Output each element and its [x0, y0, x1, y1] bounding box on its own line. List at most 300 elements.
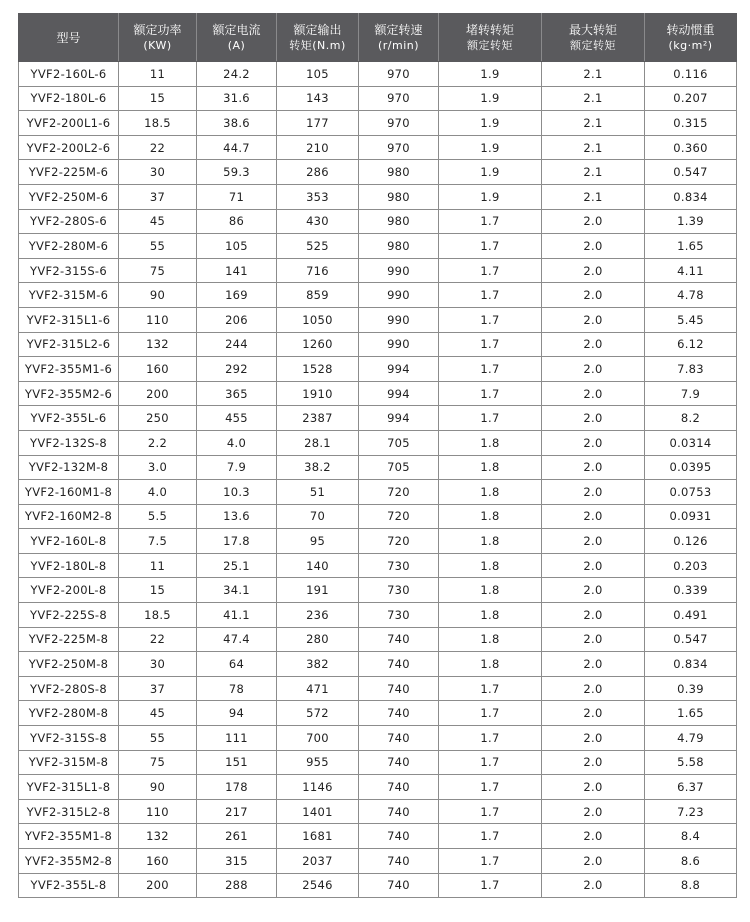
cell-rated-torque: 2037: [277, 849, 359, 874]
cell-rated-speed: 994: [359, 357, 439, 382]
cell-rated-speed: 740: [359, 824, 439, 849]
cell-rated-torque: 2546: [277, 873, 359, 898]
cell-model: YVF2-315S-6: [19, 258, 119, 283]
cell-rated-current: 34.1: [197, 578, 277, 603]
table-row: [19, 529, 737, 554]
cell-moment-of-inertia: 6.12: [645, 332, 737, 357]
cell-locked-rotor-torque-ratio: 1.7: [439, 234, 542, 259]
cell-moment-of-inertia: 8.8: [645, 873, 737, 898]
cell-rated-current: 111: [197, 726, 277, 751]
cell-moment-of-inertia: 0.547: [645, 627, 737, 652]
cell-max-torque-ratio: 2.1: [542, 135, 645, 160]
cell-rated-current: 7.9: [197, 455, 277, 480]
cell-model: YVF2-132M-8: [19, 455, 119, 480]
cell-rated-speed: 720: [359, 529, 439, 554]
cell-model: YVF2-315L1-8: [19, 775, 119, 800]
cell-model: YVF2-160L-6: [19, 62, 119, 87]
cell-max-torque-ratio: 2.0: [542, 824, 645, 849]
cell-rated-torque: 430: [277, 209, 359, 234]
cell-model: YVF2-315L2-6: [19, 332, 119, 357]
cell-locked-rotor-torque-ratio: 1.7: [439, 676, 542, 701]
table-row: [19, 750, 737, 775]
cell-rated-current: 141: [197, 258, 277, 283]
cell-max-torque-ratio: 2.0: [542, 258, 645, 283]
table-row: [19, 135, 737, 160]
cell-rated-current: 71: [197, 184, 277, 209]
cell-rated-speed: 740: [359, 726, 439, 751]
cell-rated-torque: 51: [277, 480, 359, 505]
cell-rated-torque: 471: [277, 676, 359, 701]
cell-locked-rotor-torque-ratio: 1.7: [439, 701, 542, 726]
cell-rated-current: 178: [197, 775, 277, 800]
cell-locked-rotor-torque-ratio: 1.9: [439, 184, 542, 209]
cell-max-torque-ratio: 2.0: [542, 750, 645, 775]
cell-rated-power: 11: [119, 553, 197, 578]
cell-locked-rotor-torque-ratio: 1.8: [439, 430, 542, 455]
table-row: [19, 332, 737, 357]
cell-max-torque-ratio: 2.0: [542, 529, 645, 554]
cell-rated-torque: 525: [277, 234, 359, 259]
cell-moment-of-inertia: 8.2: [645, 406, 737, 431]
cell-locked-rotor-torque-ratio: 1.8: [439, 455, 542, 480]
table-row: [19, 455, 737, 480]
cell-rated-speed: 730: [359, 603, 439, 628]
cell-rated-speed: 730: [359, 553, 439, 578]
cell-rated-power: 45: [119, 209, 197, 234]
table-row: [19, 258, 737, 283]
cell-rated-current: 455: [197, 406, 277, 431]
cell-moment-of-inertia: 8.4: [645, 824, 737, 849]
table-row: [19, 234, 737, 259]
cell-model: YVF2-315M-8: [19, 750, 119, 775]
table-row: [19, 849, 737, 874]
cell-max-torque-ratio: 2.0: [542, 455, 645, 480]
cell-locked-rotor-torque-ratio: 1.8: [439, 553, 542, 578]
cell-rated-torque: 70: [277, 504, 359, 529]
cell-rated-power: 37: [119, 184, 197, 209]
cell-rated-speed: 980: [359, 209, 439, 234]
table-row: [19, 652, 737, 677]
cell-moment-of-inertia: 0.360: [645, 135, 737, 160]
cell-rated-torque: 382: [277, 652, 359, 677]
cell-rated-speed: 970: [359, 62, 439, 87]
cell-rated-power: 160: [119, 357, 197, 382]
cell-rated-speed: 740: [359, 873, 439, 898]
cell-max-torque-ratio: 2.0: [542, 676, 645, 701]
cell-rated-current: 78: [197, 676, 277, 701]
cell-locked-rotor-torque-ratio: 1.9: [439, 111, 542, 136]
cell-rated-power: 22: [119, 135, 197, 160]
cell-rated-current: 41.1: [197, 603, 277, 628]
cell-model: YVF2-355M1-8: [19, 824, 119, 849]
cell-model: YVF2-200L2-6: [19, 135, 119, 160]
cell-moment-of-inertia: 5.45: [645, 307, 737, 332]
table-row: [19, 160, 737, 185]
header-model: 型号: [19, 14, 119, 62]
table-row: [19, 627, 737, 652]
cell-rated-speed: 740: [359, 652, 439, 677]
cell-rated-speed: 740: [359, 849, 439, 874]
cell-rated-speed: 705: [359, 455, 439, 480]
cell-model: YVF2-160L-8: [19, 529, 119, 554]
cell-rated-speed: 990: [359, 283, 439, 308]
cell-rated-torque: 95: [277, 529, 359, 554]
cell-rated-speed: 980: [359, 184, 439, 209]
cell-locked-rotor-torque-ratio: 1.7: [439, 406, 542, 431]
cell-rated-power: 55: [119, 726, 197, 751]
cell-model: YVF2-280S-6: [19, 209, 119, 234]
cell-max-torque-ratio: 2.0: [542, 652, 645, 677]
table-row: [19, 799, 737, 824]
cell-moment-of-inertia: 4.11: [645, 258, 737, 283]
cell-rated-current: 25.1: [197, 553, 277, 578]
cell-rated-current: 38.6: [197, 111, 277, 136]
cell-rated-power: 110: [119, 799, 197, 824]
cell-rated-speed: 705: [359, 430, 439, 455]
cell-rated-current: 10.3: [197, 480, 277, 505]
cell-rated-current: 44.7: [197, 135, 277, 160]
cell-rated-power: 132: [119, 332, 197, 357]
cell-moment-of-inertia: 0.339: [645, 578, 737, 603]
cell-moment-of-inertia: 1.39: [645, 209, 737, 234]
cell-moment-of-inertia: 0.834: [645, 652, 737, 677]
cell-rated-speed: 740: [359, 775, 439, 800]
cell-moment-of-inertia: 0.834: [645, 184, 737, 209]
cell-rated-torque: 1528: [277, 357, 359, 382]
cell-model: YVF2-200L1-6: [19, 111, 119, 136]
cell-rated-current: 17.8: [197, 529, 277, 554]
cell-max-torque-ratio: 2.0: [542, 504, 645, 529]
cell-rated-speed: 980: [359, 234, 439, 259]
table-row: [19, 430, 737, 455]
cell-rated-speed: 994: [359, 406, 439, 431]
cell-model: YVF2-280M-8: [19, 701, 119, 726]
cell-rated-power: 11: [119, 62, 197, 87]
cell-moment-of-inertia: 7.9: [645, 381, 737, 406]
cell-rated-torque: 2387: [277, 406, 359, 431]
cell-model: YVF2-355M1-6: [19, 357, 119, 382]
cell-rated-torque: 140: [277, 553, 359, 578]
cell-rated-torque: 700: [277, 726, 359, 751]
cell-rated-speed: 990: [359, 258, 439, 283]
cell-rated-torque: 572: [277, 701, 359, 726]
cell-max-torque-ratio: 2.1: [542, 160, 645, 185]
motor-spec-table-container: [18, 13, 736, 898]
table-row: [19, 775, 737, 800]
cell-moment-of-inertia: 0.126: [645, 529, 737, 554]
table-row: [19, 381, 737, 406]
cell-locked-rotor-torque-ratio: 1.8: [439, 578, 542, 603]
cell-moment-of-inertia: 0.203: [645, 553, 737, 578]
table-row: [19, 357, 737, 382]
cell-rated-speed: 970: [359, 111, 439, 136]
table-body: [19, 62, 737, 898]
cell-locked-rotor-torque-ratio: 1.7: [439, 775, 542, 800]
table-row: [19, 62, 737, 87]
cell-rated-power: 200: [119, 873, 197, 898]
cell-rated-power: 18.5: [119, 111, 197, 136]
cell-rated-speed: 740: [359, 750, 439, 775]
cell-rated-power: 132: [119, 824, 197, 849]
table-row: [19, 701, 737, 726]
cell-max-torque-ratio: 2.0: [542, 553, 645, 578]
cell-rated-torque: 105: [277, 62, 359, 87]
cell-rated-current: 365: [197, 381, 277, 406]
cell-rated-power: 250: [119, 406, 197, 431]
cell-rated-current: 31.6: [197, 86, 277, 111]
cell-locked-rotor-torque-ratio: 1.7: [439, 209, 542, 234]
cell-rated-speed: 740: [359, 799, 439, 824]
cell-locked-rotor-torque-ratio: 1.8: [439, 652, 542, 677]
cell-moment-of-inertia: 4.79: [645, 726, 737, 751]
cell-moment-of-inertia: 0.0314: [645, 430, 737, 455]
cell-model: YVF2-315S-8: [19, 726, 119, 751]
cell-moment-of-inertia: 1.65: [645, 701, 737, 726]
table-row: [19, 824, 737, 849]
cell-model: YVF2-250M-6: [19, 184, 119, 209]
cell-rated-power: 15: [119, 86, 197, 111]
cell-rated-speed: 730: [359, 578, 439, 603]
table-header: [19, 14, 737, 62]
cell-rated-torque: 1401: [277, 799, 359, 824]
cell-rated-current: 169: [197, 283, 277, 308]
cell-model: YVF2-160M2-8: [19, 504, 119, 529]
cell-max-torque-ratio: 2.0: [542, 430, 645, 455]
table-row: [19, 86, 737, 111]
cell-rated-power: 30: [119, 652, 197, 677]
cell-locked-rotor-torque-ratio: 1.9: [439, 86, 542, 111]
cell-model: YVF2-355L-8: [19, 873, 119, 898]
motor-spec-table: [18, 13, 737, 898]
cell-moment-of-inertia: 8.6: [645, 849, 737, 874]
cell-locked-rotor-torque-ratio: 1.9: [439, 160, 542, 185]
cell-rated-torque: 191: [277, 578, 359, 603]
cell-max-torque-ratio: 2.0: [542, 406, 645, 431]
cell-rated-speed: 990: [359, 307, 439, 332]
cell-max-torque-ratio: 2.0: [542, 234, 645, 259]
cell-max-torque-ratio: 2.0: [542, 726, 645, 751]
header-rated-power: 额定功率 (KW): [119, 14, 197, 62]
cell-rated-power: 3.0: [119, 455, 197, 480]
cell-max-torque-ratio: 2.0: [542, 357, 645, 382]
cell-model: YVF2-200L-8: [19, 578, 119, 603]
cell-max-torque-ratio: 2.0: [542, 381, 645, 406]
cell-max-torque-ratio: 2.0: [542, 849, 645, 874]
cell-model: YVF2-280S-8: [19, 676, 119, 701]
cell-locked-rotor-torque-ratio: 1.9: [439, 62, 542, 87]
header-rated-torque: 额定输出 转矩(N.m): [277, 14, 359, 62]
cell-rated-current: 288: [197, 873, 277, 898]
cell-locked-rotor-torque-ratio: 1.7: [439, 307, 542, 332]
cell-rated-torque: 28.1: [277, 430, 359, 455]
table-row: [19, 726, 737, 751]
cell-max-torque-ratio: 2.0: [542, 701, 645, 726]
cell-model: YVF2-355M2-6: [19, 381, 119, 406]
cell-moment-of-inertia: 0.39: [645, 676, 737, 701]
cell-moment-of-inertia: 0.0753: [645, 480, 737, 505]
cell-rated-current: 94: [197, 701, 277, 726]
cell-rated-current: 261: [197, 824, 277, 849]
cell-max-torque-ratio: 2.1: [542, 184, 645, 209]
cell-rated-torque: 1681: [277, 824, 359, 849]
cell-moment-of-inertia: 1.65: [645, 234, 737, 259]
cell-rated-power: 160: [119, 849, 197, 874]
cell-rated-speed: 990: [359, 332, 439, 357]
cell-locked-rotor-torque-ratio: 1.7: [439, 283, 542, 308]
cell-locked-rotor-torque-ratio: 1.8: [439, 529, 542, 554]
header-rated-speed: 额定转速 (r/min): [359, 14, 439, 62]
cell-rated-speed: 740: [359, 701, 439, 726]
cell-locked-rotor-torque-ratio: 1.8: [439, 504, 542, 529]
cell-max-torque-ratio: 2.0: [542, 627, 645, 652]
cell-locked-rotor-torque-ratio: 1.7: [439, 824, 542, 849]
cell-max-torque-ratio: 2.0: [542, 332, 645, 357]
cell-moment-of-inertia: 4.78: [645, 283, 737, 308]
cell-rated-power: 110: [119, 307, 197, 332]
cell-rated-power: 75: [119, 750, 197, 775]
cell-locked-rotor-torque-ratio: 1.7: [439, 849, 542, 874]
cell-moment-of-inertia: 7.83: [645, 357, 737, 382]
table-row: [19, 209, 737, 234]
cell-model: YVF2-280M-6: [19, 234, 119, 259]
cell-rated-power: 55: [119, 234, 197, 259]
cell-moment-of-inertia: 0.116: [645, 62, 737, 87]
cell-rated-power: 15: [119, 578, 197, 603]
cell-locked-rotor-torque-ratio: 1.7: [439, 357, 542, 382]
cell-max-torque-ratio: 2.0: [542, 209, 645, 234]
cell-rated-torque: 1260: [277, 332, 359, 357]
cell-max-torque-ratio: 2.0: [542, 799, 645, 824]
table-row: [19, 578, 737, 603]
cell-rated-torque: 716: [277, 258, 359, 283]
cell-rated-torque: 38.2: [277, 455, 359, 480]
cell-locked-rotor-torque-ratio: 1.7: [439, 873, 542, 898]
cell-rated-torque: 286: [277, 160, 359, 185]
cell-rated-speed: 720: [359, 504, 439, 529]
cell-moment-of-inertia: 6.37: [645, 775, 737, 800]
cell-max-torque-ratio: 2.0: [542, 578, 645, 603]
header-locked-rotor-torque-ratio: 堵转转矩 额定转矩: [439, 14, 542, 62]
cell-model: YVF2-225M-8: [19, 627, 119, 652]
table-row: [19, 676, 737, 701]
cell-rated-torque: 1050: [277, 307, 359, 332]
cell-rated-torque: 143: [277, 86, 359, 111]
cell-rated-speed: 720: [359, 480, 439, 505]
table-row: [19, 283, 737, 308]
table-row: [19, 406, 737, 431]
cell-rated-power: 90: [119, 775, 197, 800]
cell-rated-torque: 859: [277, 283, 359, 308]
cell-rated-current: 13.6: [197, 504, 277, 529]
cell-rated-current: 151: [197, 750, 277, 775]
cell-locked-rotor-torque-ratio: 1.7: [439, 332, 542, 357]
cell-rated-current: 206: [197, 307, 277, 332]
cell-moment-of-inertia: 0.491: [645, 603, 737, 628]
cell-locked-rotor-torque-ratio: 1.8: [439, 603, 542, 628]
table-row: [19, 480, 737, 505]
cell-locked-rotor-torque-ratio: 1.7: [439, 258, 542, 283]
cell-rated-power: 200: [119, 381, 197, 406]
cell-max-torque-ratio: 2.0: [542, 283, 645, 308]
cell-rated-power: 2.2: [119, 430, 197, 455]
cell-rated-current: 244: [197, 332, 277, 357]
cell-model: YVF2-250M-8: [19, 652, 119, 677]
cell-rated-torque: 236: [277, 603, 359, 628]
cell-model: YVF2-355M2-8: [19, 849, 119, 874]
cell-rated-current: 86: [197, 209, 277, 234]
table-row: [19, 603, 737, 628]
table-row: [19, 873, 737, 898]
cell-rated-torque: 177: [277, 111, 359, 136]
cell-model: YVF2-225S-8: [19, 603, 119, 628]
cell-max-torque-ratio: 2.0: [542, 307, 645, 332]
cell-moment-of-inertia: 7.23: [645, 799, 737, 824]
table-row: [19, 553, 737, 578]
cell-locked-rotor-torque-ratio: 1.8: [439, 480, 542, 505]
cell-rated-power: 37: [119, 676, 197, 701]
cell-model: YVF2-160M1-8: [19, 480, 119, 505]
cell-rated-current: 292: [197, 357, 277, 382]
cell-max-torque-ratio: 2.0: [542, 603, 645, 628]
header-rated-current: 额定电流 (A): [197, 14, 277, 62]
table-row: [19, 307, 737, 332]
cell-rated-torque: 955: [277, 750, 359, 775]
cell-rated-current: 24.2: [197, 62, 277, 87]
cell-rated-speed: 970: [359, 86, 439, 111]
cell-max-torque-ratio: 2.0: [542, 873, 645, 898]
cell-moment-of-inertia: 5.58: [645, 750, 737, 775]
cell-max-torque-ratio: 2.1: [542, 62, 645, 87]
cell-rated-power: 4.0: [119, 480, 197, 505]
cell-max-torque-ratio: 2.1: [542, 86, 645, 111]
cell-rated-torque: 1146: [277, 775, 359, 800]
cell-rated-power: 5.5: [119, 504, 197, 529]
cell-max-torque-ratio: 2.0: [542, 775, 645, 800]
cell-locked-rotor-torque-ratio: 1.8: [439, 627, 542, 652]
cell-rated-current: 217: [197, 799, 277, 824]
cell-moment-of-inertia: 0.0931: [645, 504, 737, 529]
cell-rated-current: 315: [197, 849, 277, 874]
cell-rated-current: 59.3: [197, 160, 277, 185]
cell-rated-power: 30: [119, 160, 197, 185]
cell-rated-torque: 1910: [277, 381, 359, 406]
cell-moment-of-inertia: 0.0395: [645, 455, 737, 480]
header-moment-of-inertia: 转动惯重 (kg·m²): [645, 14, 737, 62]
header-row: [19, 14, 737, 62]
cell-locked-rotor-torque-ratio: 1.7: [439, 750, 542, 775]
cell-rated-torque: 280: [277, 627, 359, 652]
cell-rated-speed: 740: [359, 676, 439, 701]
cell-locked-rotor-torque-ratio: 1.7: [439, 381, 542, 406]
cell-rated-current: 47.4: [197, 627, 277, 652]
cell-model: YVF2-315L2-8: [19, 799, 119, 824]
cell-max-torque-ratio: 2.1: [542, 111, 645, 136]
cell-rated-power: 7.5: [119, 529, 197, 554]
cell-max-torque-ratio: 2.0: [542, 480, 645, 505]
cell-moment-of-inertia: 0.315: [645, 111, 737, 136]
cell-model: YVF2-315L1-6: [19, 307, 119, 332]
cell-locked-rotor-torque-ratio: 1.7: [439, 726, 542, 751]
cell-model: YVF2-180L-6: [19, 86, 119, 111]
cell-model: YVF2-180L-8: [19, 553, 119, 578]
cell-rated-current: 4.0: [197, 430, 277, 455]
table-row: [19, 111, 737, 136]
cell-model: YVF2-225M-6: [19, 160, 119, 185]
cell-model: YVF2-132S-8: [19, 430, 119, 455]
cell-rated-speed: 740: [359, 627, 439, 652]
cell-rated-power: 75: [119, 258, 197, 283]
table-row: [19, 504, 737, 529]
